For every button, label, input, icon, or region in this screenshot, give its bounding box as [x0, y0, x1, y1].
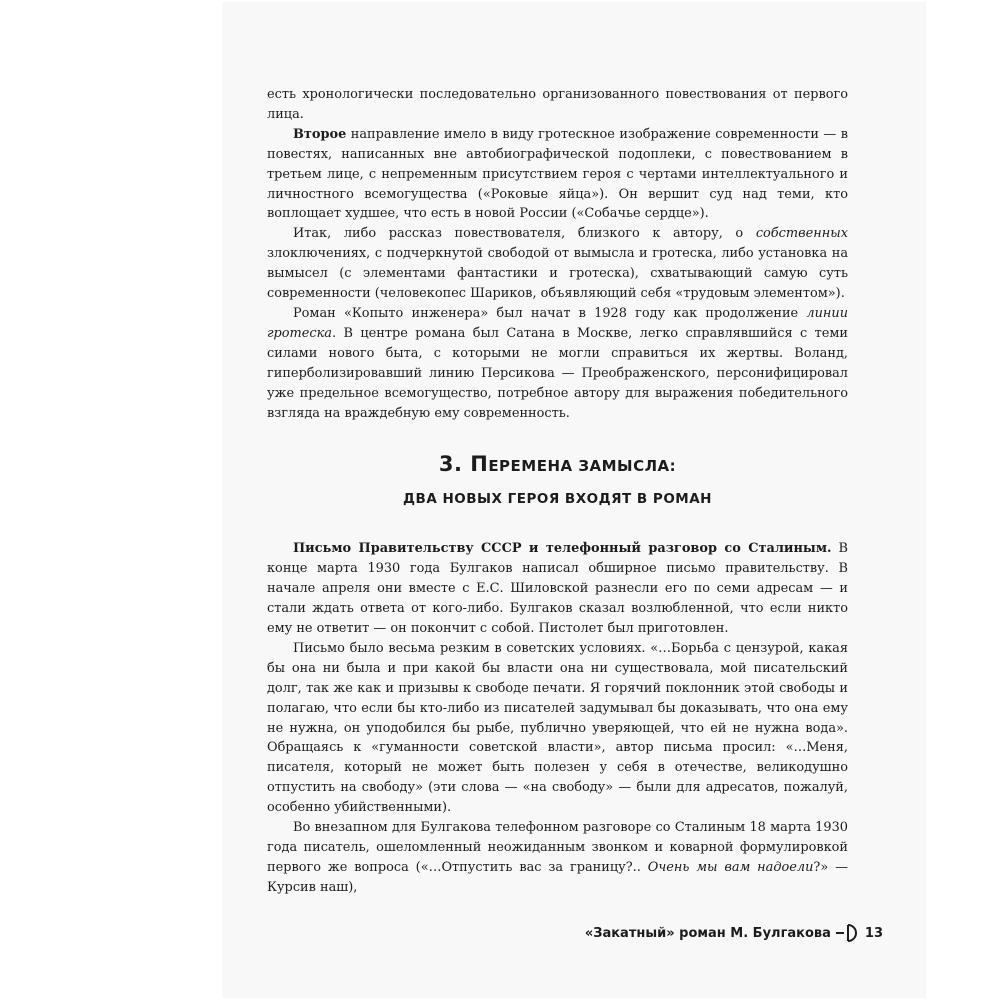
- paragraph-4: Роман «Копыто инженера» был начат в 1928 году как продолжение линии гротеска. В центре романа был Сатана в Москве, легко справлявшийся с теми силами нового быта, с которыми не могли справиться их жертвы. Воланд, гиперболизировавший линию Персикова — Преображенского, персонифицировал уже предельное всемогущество, потребное автору для выражения победительного взгляда на враждебную ему современность.: [267, 305, 848, 421]
- paragraph-5-lead: Письмо Правительству СССР и телефонный разговор со Сталиным.: [293, 541, 832, 557]
- page-number: 13: [864, 925, 883, 941]
- page-footer: [222, 923, 883, 943]
- section-heading: 3. ПЕРЕМЕНА ЗАМЫСЛА:: [438, 452, 677, 477]
- paragraph-5: Письмо Правительству СССР и телефонный разговор со Сталиным. В конце марта 1930 года Булгаков написал обширное письмо правительству. В начале апреля они вместе с Е.С. Шиловской разнесли его по семи адресам — и стали ждать ответа от кого-либо. Булгаков сказал возлюбленной, что если никто ему не ответит — он покончит с собой. Пистолет был приготовлен.: [267, 541, 848, 637]
- paragraph-2: Второе направление имело в виду гротескное изображение современности — в повестях, написанных вне автобиографической подоплеки, с повествованием в третьем лице, с непременным присутствием героя с чертами интеллектуального и личностного всемогущества («Роковые яйца»). Он вершит суд над теми, кто воплощает худшее, что есть в новой России («Собачье сердце»).: [267, 126, 848, 222]
- section-subheading: ДВА НОВЫХ ГЕРОЯ ВХОДЯТ В РОМАН: [403, 491, 712, 508]
- book-page: [222, 2, 926, 998]
- body-text: [267, 85, 848, 898]
- paragraph-1: есть хронологически последовательно организованного повествования от первого лица.: [267, 87, 848, 122]
- half-circle-ornament-icon: [835, 923, 857, 943]
- paragraph-6: Письмо было весьма резким в советских условиях. «…Борьба с цензурой, какая бы она ни была и при какой бы власти она ни существовала, мой писательский долг, так же как и призывы к свободе печати. Я горячий поклонник этой свободы и полагаю, что если бы кто-либо из писателей задумывал бы доказывать, что она ему не нужна, он уподобился бы рыбе, публично уверяющей, что ей не нужна вода». Обращаясь к «гуманности советской власти», автор письма просил: «…Меня, писателя, который не может быть полезен у себя в отечестве, великодушно отпустить на свободу» (эти слова — «на свободу» — были для адресатов, пожалуй, особенно убийственными).: [267, 640, 848, 816]
- paragraph-7: Во внезапном для Булгакова телефонном разговоре со Сталиным 18 марта 1930 года писатель, ошеломленный неожиданным звонком и коварной формулировкой первого же вопроса («…Отпустить вас за границу?.. Очень мы вам надоели?» — Курсив наш),: [267, 820, 848, 895]
- paragraph-2-lead: Второе: [293, 126, 347, 142]
- paragraph-3: Итак, либо рассказ повествователя, близкого к автору, о собственных злоключениях, с подчеркнутой свободой от вымысла и гротеска, либо установка на вымысел (с элементами фантастики и гротеска), схватывающий самую суть современности (человекопес Шариков, объявляющий себя «трудовым элементом»).: [267, 226, 848, 302]
- running-title: «Закатный» роман М. Булгакова: [584, 925, 831, 941]
